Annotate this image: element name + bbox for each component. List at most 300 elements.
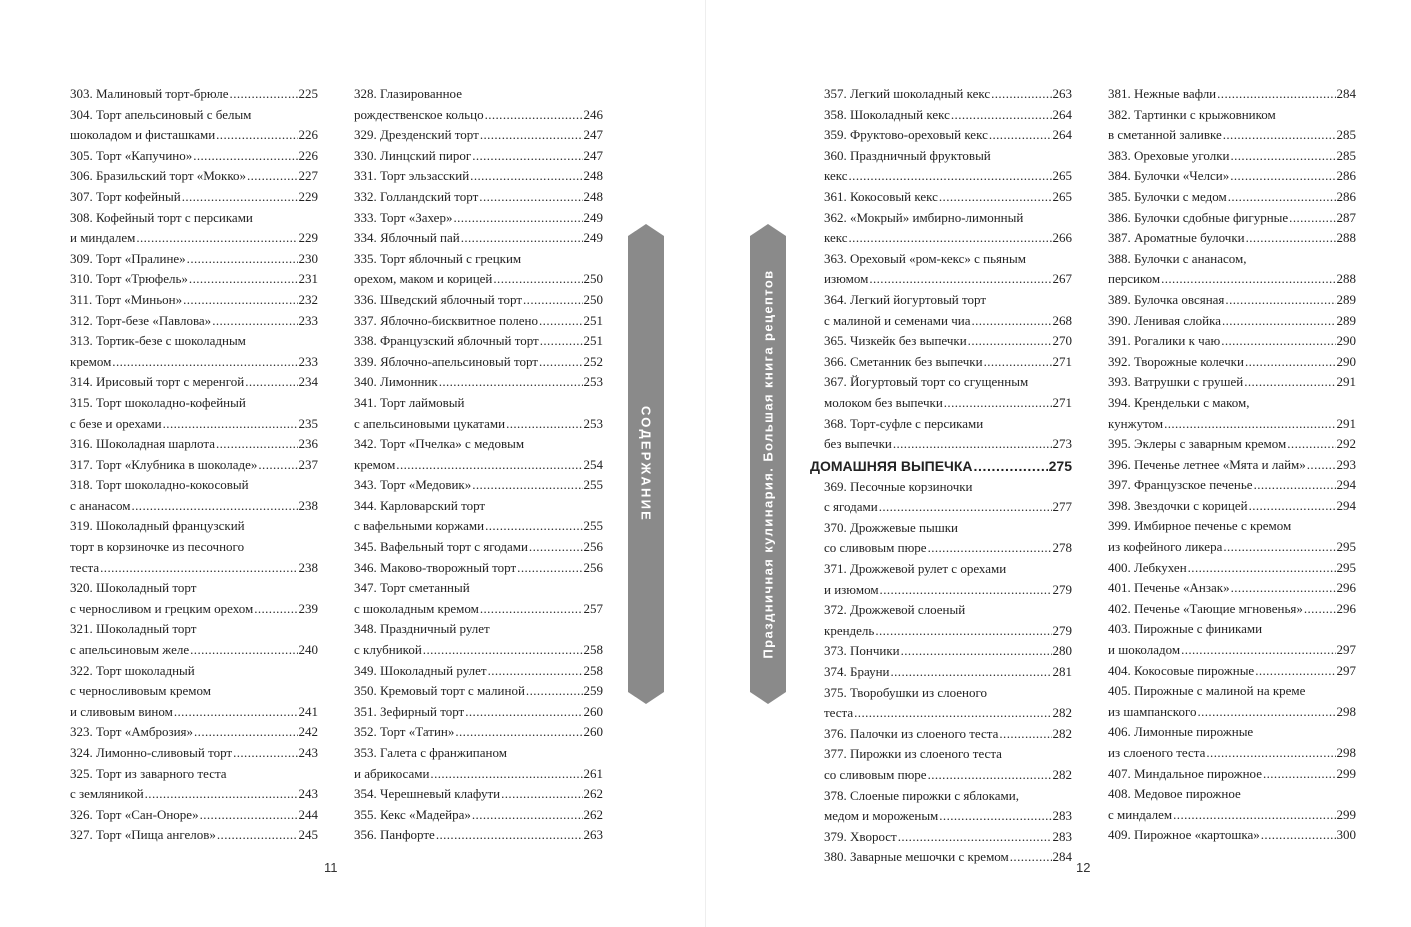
toc-entry-title: кунжутом	[1108, 415, 1164, 431]
dot-leader	[216, 125, 297, 146]
dot-leader	[230, 84, 298, 105]
toc-entry-title: 307. Торт кофейный	[70, 188, 181, 204]
page-number: 11	[324, 860, 338, 875]
toc-entry	[354, 681, 603, 702]
toc-page-number: 282	[1052, 767, 1072, 782]
toc-entry-title: 408. Медовое пирожное	[1108, 786, 1241, 802]
toc-entry-title: шоколадом и фисташками	[70, 127, 216, 143]
dot-leader	[200, 805, 298, 826]
toc-entry-title: 322. Торт шоколадный	[70, 662, 195, 678]
dot-leader	[875, 621, 1051, 642]
page-number: 12	[1076, 860, 1091, 875]
toc-page-number: 298	[1336, 703, 1356, 719]
dot-leader	[1263, 764, 1336, 785]
toc-page-number: 275	[1048, 457, 1072, 474]
dot-leader	[869, 269, 1051, 290]
toc-page-number: 263	[583, 827, 603, 843]
dot-leader	[849, 228, 1052, 249]
toc-entry	[354, 475, 603, 496]
dot-leader	[1304, 599, 1336, 620]
dot-leader	[880, 580, 1052, 601]
toc-entry-title: 400. Лебкухен	[1108, 559, 1187, 575]
toc-entry	[1108, 784, 1356, 825]
dot-leader	[461, 228, 583, 249]
toc-entry	[1108, 166, 1356, 187]
dot-leader	[193, 146, 297, 167]
toc-entry-title: со сливовым пюре	[824, 767, 927, 782]
toc-entry-title: 406. Лимонные пирожные	[1108, 724, 1254, 740]
toc-page-number: 265	[1052, 168, 1072, 184]
dot-leader	[163, 414, 298, 435]
dot-leader	[190, 640, 297, 661]
toc-entry	[354, 331, 603, 352]
toc-entry-title: 313. Тортик-безе с шоколадным	[70, 333, 246, 349]
toc-entry	[70, 764, 318, 805]
toc-page-number: 270	[1052, 333, 1072, 349]
dot-leader	[245, 372, 297, 393]
toc-entry	[354, 784, 603, 805]
toc-entry-title: 352. Торт «Татин»	[354, 724, 455, 740]
dot-leader	[1173, 805, 1335, 826]
toc-entry-title: 329. Дрезденский торт	[354, 127, 479, 143]
dot-leader	[1217, 84, 1335, 105]
toc-entry-title: 349. Шоколадный рулет	[354, 662, 487, 678]
toc-entry	[354, 228, 603, 249]
toc-entry-title: 324. Лимонно-сливовый торт	[70, 745, 233, 760]
toc-entry-title: 356. Панфорте	[354, 827, 435, 843]
side-tab	[628, 236, 664, 692]
dot-leader	[396, 455, 582, 476]
toc-entry	[824, 372, 1072, 413]
toc-entry-title: 338. Французский яблочный торт	[354, 333, 539, 349]
toc-entry	[354, 496, 603, 537]
dot-leader	[112, 352, 297, 373]
dot-leader	[1164, 414, 1335, 435]
right-page	[706, 0, 1411, 927]
toc-entry-title: 309. Торт «Пралине»	[70, 250, 186, 266]
dot-leader	[189, 269, 298, 290]
toc-entry-title: с малиной и семенами чиа	[824, 312, 971, 328]
toc-page-number: 249	[583, 230, 603, 246]
dot-leader	[145, 784, 298, 805]
toc-page-number: 229	[298, 230, 318, 246]
toc-entry-title: 333. Торт «Захер»	[354, 209, 453, 225]
dot-leader	[901, 641, 1052, 662]
toc-entry-title: персиком	[1108, 271, 1161, 287]
toc-entry-title: 342. Торт «Пчелка» с медовым	[354, 436, 525, 452]
toc-entry-title: 331. Торт эльзасский	[354, 168, 470, 184]
toc-entry	[824, 662, 1072, 683]
toc-entry-title: 341. Торт лаймовый	[354, 394, 465, 410]
toc-entry-title: 368. Торт-суфле с персиками	[824, 415, 984, 431]
toc-page-number: 296	[1336, 580, 1356, 596]
dot-leader	[939, 806, 1051, 827]
toc-entry	[1108, 372, 1356, 393]
toc-entry	[824, 827, 1072, 848]
toc-page-number: 250	[583, 271, 603, 287]
toc-page-number: 283	[1052, 828, 1072, 844]
toc-entry-title: с безе и орехами	[70, 415, 162, 431]
dot-leader	[944, 393, 1052, 414]
toc-entry-title: с ягодами	[824, 499, 878, 515]
toc-entry-title: 363. Ореховый «ром-кекс» с пьяным	[824, 250, 1026, 266]
toc-entry-title: 391. Рогалики к чаю	[1108, 333, 1221, 349]
dot-leader	[968, 331, 1052, 352]
toc-page-number: 252	[583, 353, 603, 369]
toc-entry	[70, 249, 318, 270]
toc-entry	[1108, 187, 1356, 208]
toc-entry	[70, 105, 318, 146]
dot-leader	[430, 764, 582, 785]
toc-entry	[1108, 764, 1356, 785]
dot-leader	[501, 784, 582, 805]
toc-entry-title: 343. Торт «Медовик»	[354, 477, 472, 493]
toc-entry-title: и миндалем	[70, 230, 136, 246]
toc-page-number: 261	[583, 765, 603, 781]
toc-section-heading	[810, 455, 1072, 477]
dot-leader	[439, 372, 583, 393]
dot-leader	[182, 187, 298, 208]
toc-entry	[1108, 434, 1356, 455]
toc-entry-title: и сливовым вином	[70, 703, 173, 719]
toc-page-number: 279	[1052, 581, 1072, 597]
toc-page-number: 300	[1336, 827, 1356, 843]
toc-entry	[824, 518, 1072, 559]
dot-leader	[472, 475, 582, 496]
toc-entry-title: 340. Лимонник	[354, 374, 438, 390]
toc-entry	[70, 434, 318, 455]
dot-leader	[1181, 640, 1335, 661]
dot-leader	[1230, 166, 1335, 187]
toc-page-number: 226	[298, 147, 318, 163]
toc-column	[1108, 84, 1356, 846]
toc-page-number: 292	[1336, 436, 1356, 452]
toc-entry	[1108, 475, 1356, 496]
dot-leader	[1222, 311, 1336, 332]
toc-entry-title: 401. Печенье «Анзак»	[1108, 580, 1230, 596]
toc-entry-title: 403. Пирожные с финиками	[1108, 621, 1263, 637]
dot-leader	[480, 125, 583, 146]
toc-entry-title: 359. Фруктово-ореховый кекс	[824, 127, 988, 143]
toc-entry-title: 320. Шоколадный торт	[70, 580, 197, 596]
toc-entry-title: 369. Песочные корзиночки	[824, 478, 973, 494]
toc-page-number: 257	[583, 600, 603, 616]
toc-entry-title: теста	[70, 559, 100, 575]
toc-page-number: 286	[1336, 188, 1356, 204]
toc-page-number: 233	[298, 312, 318, 328]
toc-entry-title: 383. Ореховые уголки	[1108, 147, 1230, 163]
dot-leader	[928, 538, 1052, 559]
dot-leader	[898, 827, 1052, 848]
toc-entry	[1108, 311, 1356, 332]
toc-entry	[70, 825, 318, 846]
toc-entry-title: ДОМАШНЯЯ ВЫПЕЧКА	[810, 457, 973, 474]
toc-entry-title: 360. Праздничный фруктовый	[824, 147, 991, 163]
toc-entry-title: 330. Линцский пирог	[354, 147, 472, 163]
toc-entry	[824, 146, 1072, 187]
toc-page-number: 256	[583, 539, 603, 555]
toc-entry-title: 346. Маково-творожный торт	[354, 559, 517, 575]
toc-entry-title: с апельсиновым желе	[70, 642, 190, 658]
toc-entry-title: кремом	[70, 353, 112, 369]
dot-leader	[1255, 661, 1335, 682]
left-page	[0, 0, 705, 927]
toc-page-number: 287	[1336, 209, 1356, 225]
dot-leader	[465, 702, 582, 723]
dot-leader	[187, 249, 298, 270]
toc-entry	[1108, 619, 1356, 660]
toc-entry	[354, 208, 603, 229]
toc-entry-title: 304. Торт апельсиновый с белым	[70, 106, 252, 122]
dot-leader	[540, 331, 583, 352]
toc-entry-title: 306. Бразильский торт «Мокко»	[70, 168, 246, 184]
dot-leader	[1249, 496, 1336, 517]
toc-entry	[1108, 146, 1356, 167]
toc-entry	[354, 125, 603, 146]
dot-leader	[194, 722, 297, 743]
toc-page-number: 296	[1336, 600, 1356, 616]
dot-leader	[1244, 372, 1335, 393]
dot-leader	[974, 455, 1048, 477]
toc-page-number: 288	[1336, 271, 1356, 287]
toc-entry	[354, 805, 603, 826]
toc-entry-title: 348. Праздничный рулет	[354, 621, 490, 637]
toc-entry	[354, 84, 603, 125]
dot-leader	[216, 434, 298, 455]
toc-entry-title: с вафельными коржами	[354, 518, 485, 534]
toc-page-number: 289	[1336, 312, 1356, 328]
toc-entry	[824, 290, 1072, 331]
toc-page-number: 243	[298, 786, 318, 802]
toc-entry-title: 378. Слоеные пирожки с яблоками,	[824, 787, 1019, 803]
toc-entry-title: 344. Карловарский торт	[354, 497, 486, 513]
toc-entry-title: 409. Пирожное «картошка»	[1108, 827, 1260, 843]
toc-entry-title: в сметанной заливке	[1108, 127, 1222, 143]
toc-entry	[824, 105, 1072, 126]
dot-leader	[849, 166, 1052, 187]
dot-leader	[485, 516, 582, 537]
toc-entry	[824, 744, 1072, 785]
toc-entry	[354, 290, 603, 311]
toc-entry-title: 376. Палочки из слоеного теста	[824, 725, 999, 741]
toc-page-number: 254	[583, 456, 603, 472]
toc-entry-title: 327. Торт «Пища ангелов»	[70, 827, 216, 843]
toc-entry-title: торт в корзиночке из песочного	[70, 539, 245, 555]
dot-leader	[100, 558, 297, 579]
toc-entry	[354, 434, 603, 475]
dot-leader	[1225, 290, 1335, 311]
toc-entry	[1108, 208, 1356, 229]
toc-entry-title: 353. Галета с франжипаном	[354, 745, 507, 760]
toc-entry-title: 388. Булочки с ананасом,	[1108, 250, 1247, 266]
toc-page-number: 291	[1336, 415, 1356, 431]
toc-entry-title: и изюмом	[824, 581, 879, 597]
toc-entry-title: 399. Имбирное печенье с кремом	[1108, 518, 1292, 534]
toc-page-number: 249	[583, 209, 603, 225]
toc-page-number: 244	[298, 806, 318, 822]
toc-entry	[354, 187, 603, 208]
toc-page-number: 284	[1052, 849, 1072, 865]
toc-entry-title: теста	[824, 705, 854, 721]
toc-page-number: 265	[1052, 188, 1072, 204]
toc-entry	[70, 805, 318, 826]
toc-page-number: 290	[1336, 333, 1356, 349]
toc-entry-title: 372. Дрожжевой слоеный	[824, 602, 966, 618]
toc-page-number: 271	[1052, 394, 1072, 410]
toc-page-number: 297	[1336, 662, 1356, 678]
toc-entry-title: медом и мороженым	[824, 808, 939, 824]
toc-entry	[1108, 290, 1356, 311]
toc-page-number: 242	[298, 724, 318, 740]
toc-entry	[354, 311, 603, 332]
toc-entry	[824, 249, 1072, 290]
toc-entry-title: 362. «Мокрый» имбирно-лимонный	[824, 209, 1024, 225]
toc-page-number: 230	[298, 250, 318, 266]
dot-leader	[1254, 475, 1336, 496]
toc-page-number: 294	[1336, 497, 1356, 513]
toc-page-number: 264	[1052, 106, 1072, 122]
toc-entry	[1108, 105, 1356, 146]
side-tab	[750, 236, 786, 692]
toc-entry-title: 384. Булочки «Челси»	[1108, 168, 1230, 184]
toc-entry-title: кекс	[824, 230, 848, 246]
toc-page-number: 279	[1052, 622, 1072, 638]
toc-page-number: 286	[1336, 168, 1356, 184]
toc-entry-title: с клубникой	[354, 642, 422, 658]
dot-leader	[939, 187, 1052, 208]
dot-leader	[1246, 228, 1336, 249]
dot-leader	[523, 290, 582, 311]
toc-entry-title: 373. Пончики	[824, 643, 900, 659]
toc-entry	[824, 331, 1072, 352]
toc-entry-title: 371. Дрожжевой рулет с орехами	[824, 561, 1007, 577]
toc-entry-title: кекс	[824, 168, 848, 184]
toc-entry-title: и абрикосами	[354, 765, 430, 781]
dot-leader	[506, 414, 582, 435]
toc-entry	[1108, 722, 1356, 763]
toc-entry-title: с земляникой	[70, 786, 144, 802]
dot-leader	[423, 640, 583, 661]
toc-entry	[824, 847, 1072, 868]
toc-entry	[70, 722, 318, 743]
dot-leader	[1223, 537, 1335, 558]
toc-page-number: 299	[1336, 806, 1356, 822]
toc-entry-title: 312. Торт-безе «Павлова»	[70, 312, 212, 328]
toc-entry	[354, 743, 603, 784]
toc-entry-title: 404. Кокосовые пирожные	[1108, 662, 1255, 678]
toc-entry-title: 392. Творожные колечки	[1108, 353, 1244, 369]
toc-entry	[824, 786, 1072, 827]
toc-entry-title: 339. Яблочно-апельсиновый торт	[354, 353, 538, 369]
toc-entry-title: 350. Кремовый торт с малиной	[354, 683, 525, 699]
dot-leader	[539, 311, 582, 332]
toc-entry	[70, 455, 318, 476]
toc-entry	[354, 146, 603, 167]
dot-leader	[526, 681, 583, 702]
toc-entry-title: 319. Шоколадный французский	[70, 518, 245, 534]
toc-page-number: 260	[583, 703, 603, 719]
toc-entry	[70, 619, 318, 660]
toc-entry	[354, 702, 603, 723]
toc-page-number: 278	[1052, 540, 1072, 556]
toc-entry-title: 381. Нежные вафли	[1108, 86, 1217, 101]
toc-entry-title: 364. Легкий йогуртовый торт	[824, 291, 987, 307]
toc-page-number: 294	[1336, 477, 1356, 493]
toc-page-number: 253	[583, 415, 603, 431]
toc-page-number: 262	[583, 806, 603, 822]
toc-page-number: 231	[298, 271, 318, 287]
toc-entry-title: 405. Пирожные с малиной на креме	[1108, 683, 1306, 699]
toc-entry-title: изюмом	[824, 271, 869, 287]
toc-page-number: 273	[1052, 436, 1072, 452]
toc-entry	[70, 208, 318, 249]
toc-entry-title: 321. Шоколадный торт	[70, 621, 197, 637]
dot-leader	[247, 166, 298, 187]
dot-leader	[1245, 352, 1336, 373]
dot-leader	[258, 455, 297, 476]
toc-page-number: 285	[1336, 147, 1356, 163]
toc-page-number: 234	[298, 374, 318, 390]
toc-page-number: 289	[1336, 291, 1356, 307]
toc-entry-title: 354. Черешневый клафути	[354, 786, 501, 802]
toc-entry-title: 367. Йогуртовый торт со сгущенным	[824, 374, 1029, 390]
toc-entry	[1108, 84, 1356, 105]
dot-leader	[854, 703, 1051, 724]
toc-entry-title: 317. Торт «Клубника в шоколаде»	[70, 456, 258, 472]
toc-page-number: 233	[298, 353, 318, 369]
toc-entry-title: 305. Торт «Капучино»	[70, 147, 193, 163]
toc-entry-title: 358. Шоколадный кекс	[824, 106, 950, 122]
toc-page-number: 282	[1052, 705, 1072, 721]
toc-entry-title: 394. Крендельки с маком,	[1108, 394, 1250, 410]
toc-entry-title: 377. Пирожки из слоеного теста	[824, 746, 1002, 762]
toc-page-number: 291	[1336, 374, 1356, 390]
toc-page-number: 258	[583, 662, 603, 678]
dot-leader	[453, 208, 582, 229]
toc-page-number: 245	[298, 827, 318, 843]
toc-entry	[824, 641, 1072, 662]
toc-entry-title: 385. Булочки с медом	[1108, 188, 1227, 204]
toc-page-number: 282	[1052, 725, 1072, 741]
toc-entry-title: 337. Яблочно-бисквитное полено	[354, 312, 539, 328]
toc-entry	[824, 600, 1072, 641]
dot-leader	[539, 352, 583, 373]
toc-entry-title: 328. Глазированное	[354, 86, 462, 101]
toc-page-number: 271	[1052, 353, 1072, 369]
toc-entry-title: 325. Торт из заварного теста	[70, 765, 227, 781]
toc-entry	[824, 477, 1072, 518]
dot-leader	[879, 497, 1052, 518]
toc-entry	[70, 475, 318, 516]
side-tab-label: Праздничная кулинария. Большая книга рецептов	[760, 269, 776, 659]
toc-page-number: 251	[583, 312, 603, 328]
dot-leader	[971, 311, 1051, 332]
toc-page-number: 251	[583, 333, 603, 349]
dot-leader	[999, 724, 1051, 745]
toc-page-number: 250	[583, 291, 603, 307]
toc-entry	[1108, 331, 1356, 352]
toc-entry	[1108, 496, 1356, 517]
toc-entry-title: 314. Ирисовый торт с меренгой	[70, 374, 245, 390]
dot-leader	[488, 661, 583, 682]
toc-entry	[1108, 599, 1356, 620]
toc-entry-title: без выпечки	[824, 436, 892, 452]
toc-entry-title: 366. Сметанник без выпечки	[824, 353, 983, 369]
toc-page-number: 295	[1336, 539, 1356, 555]
dot-leader	[928, 765, 1052, 786]
toc-page-number: 258	[583, 642, 603, 658]
toc-page-number: 246	[583, 106, 603, 122]
